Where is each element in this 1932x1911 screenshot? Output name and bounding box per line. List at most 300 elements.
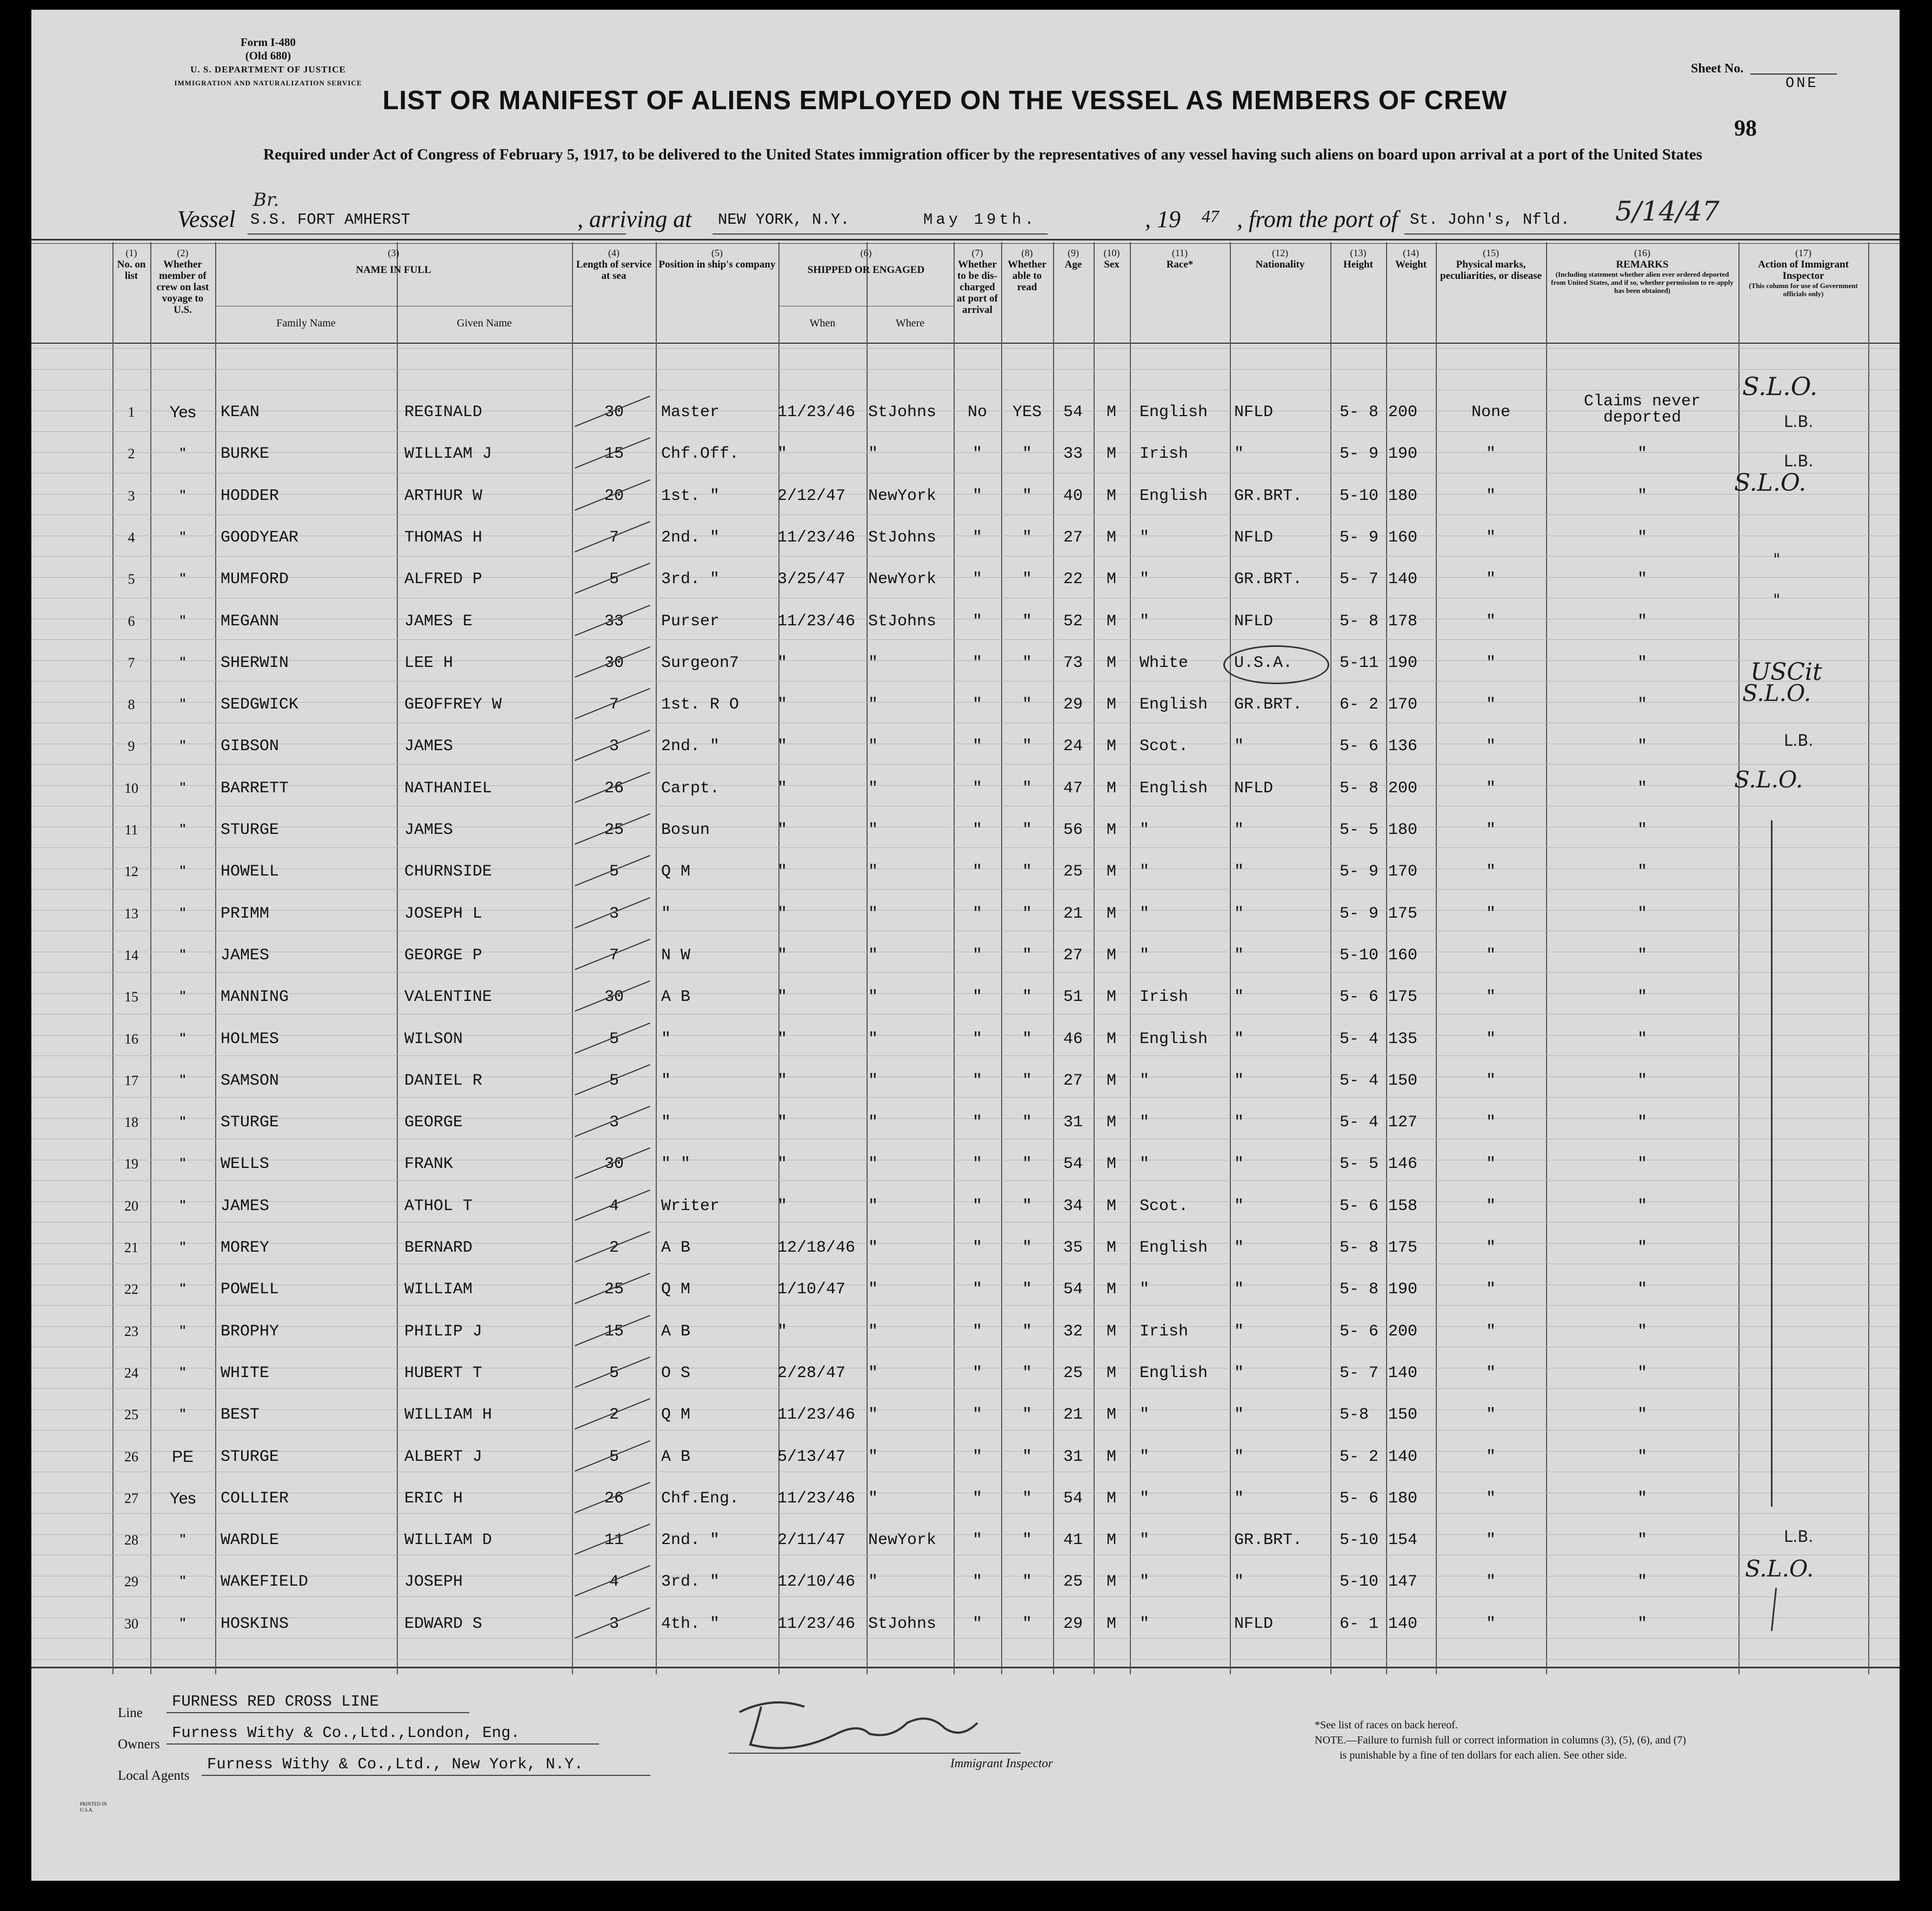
column-divider [867,306,868,1667]
cell-read: " [1022,1406,1032,1425]
cell-race: " [1140,1531,1150,1550]
cell-marks: " [1485,1280,1496,1299]
cell-service: 7 [609,946,619,965]
cell-sex: M [1106,1030,1116,1048]
cell-when: " [777,1322,788,1341]
cell-crew: " [179,1322,186,1340]
cell-where: NewYork [868,570,937,589]
inspector-mark-7: USCit [1750,658,1822,686]
cell-read: " [1022,612,1032,631]
cell-height: 5-10 [1340,1573,1379,1592]
vessel-info-line [177,189,1900,238]
cell-race: " [1140,904,1150,923]
ruled-line [31,1513,1900,1514]
cell-marks: " [1485,779,1496,798]
cell-where: StJohns [868,403,937,422]
cell-family: STURGE [221,821,279,839]
arrival-port: NEW YORK, N.Y. [718,211,850,229]
cell-weight: 180 [1388,821,1418,839]
cell-discharged: " [972,737,982,756]
cell-position: Q M [661,863,691,881]
cell-read: " [1022,946,1032,965]
cell-read: " [1022,570,1032,589]
cell-nationality: GR.BRT. [1234,570,1303,589]
cell-position: " [661,904,671,923]
cell-family: SEDGWICK [221,696,299,714]
service-name: IMMIGRATION AND NATURALIZATION SERVICE [174,79,362,87]
vessel-label: Vessel [177,206,236,232]
column-header [1003,248,1051,293]
cell-family: HOSKINS [221,1614,289,1633]
cell-given: ERIC H [404,1489,463,1508]
column-header-text: Height [1343,259,1373,270]
inspector-mark-6: " [1773,591,1781,609]
cell-sex: M [1106,1489,1116,1508]
cell-no: 10 [124,780,138,796]
cell-when: 11/23/46 [777,1406,856,1425]
cell-age: 34 [1063,1197,1083,1215]
cell-height: 5- 8 [1340,1280,1379,1299]
cell-read: " [1022,1489,1032,1508]
cell-position: 2nd. " [661,528,720,547]
column-header-text: Age [1064,259,1082,270]
cell-age: 25 [1063,1573,1083,1592]
cell-no: 16 [124,1031,138,1047]
cell-nationality: U.S.A. [1234,653,1293,672]
form-identifier [171,36,365,90]
cell-sex: M [1106,1197,1116,1215]
cell-sex: M [1106,1113,1116,1132]
cell-crew: " [179,1573,186,1591]
cell-nationality: " [1234,1447,1244,1466]
cell-remarks: " [1637,946,1647,965]
vessel-underline [248,233,626,235]
cell-marks: " [1485,1322,1496,1341]
cell-weight: 158 [1388,1197,1418,1215]
cell-service: 7 [609,528,619,547]
cell-race: " [1140,863,1150,881]
cell-where: " [868,988,878,1007]
cell-given: ALBERT J [404,1447,483,1466]
column-header [1132,248,1228,270]
cell-remarks: " [1637,1071,1647,1090]
cell-service: 5 [609,1447,619,1466]
cell-crew: " [179,1113,186,1132]
cell-where: " [868,1155,878,1174]
cell-family: COLLIER [221,1489,289,1508]
cell-where: " [868,1030,878,1048]
cell-position: 2nd. " [661,737,720,756]
column-header [781,248,951,276]
cell-remarks: Claims never deported [1583,392,1701,427]
cell-no: 6 [128,613,135,629]
cell-marks: " [1485,612,1496,631]
cell-position: Master [661,403,720,422]
cell-weight: 200 [1388,779,1418,798]
cell-crew: Yes [169,403,196,421]
cell-where: StJohns [868,1614,937,1633]
cell-service: 5 [609,863,619,881]
cell-given: THOMAS H [404,528,483,547]
cell-remarks: " [1637,1447,1647,1466]
cell-discharged: " [972,946,982,965]
line-label: Line [118,1706,143,1720]
cell-race: " [1140,1447,1150,1466]
cell-race: " [1140,1155,1150,1174]
cell-no: 11 [124,822,138,838]
cell-discharged: " [972,1071,982,1090]
cell-family: MEGANN [221,612,279,631]
cell-remarks: " [1637,653,1647,672]
handwritten-date: 5/14/47 [1615,196,1720,227]
column-header-number: (10) [1103,248,1120,258]
ruled-line [31,1305,1900,1306]
cell-discharged: No [967,403,987,422]
cell-no: 12 [124,864,138,880]
cell-where: " [868,904,878,923]
inspector-mark-9: L.B. [1784,731,1814,750]
cell-weight: 190 [1388,653,1418,672]
cell-service: 5 [609,1071,619,1090]
arriving-label: , arriving at [577,206,692,232]
cell-weight: 136 [1388,737,1418,756]
form-number: Form I-480 [240,36,296,49]
cell-when: " [777,904,788,923]
arrival-year: 47 [1202,206,1219,226]
cell-family: HOWELL [221,863,279,881]
cell-position: 4th. " [661,1614,720,1633]
cell-sex: M [1106,1155,1116,1174]
cell-position: Q M [661,1406,691,1425]
cell-discharged: " [972,528,982,547]
cell-service: 3 [609,1614,619,1633]
cell-age: 56 [1063,821,1083,839]
cell-nationality: " [1234,946,1244,965]
column-header-text: Weight [1395,259,1427,270]
cell-position: Surgeon7 [661,653,740,672]
year-label: , 19 [1145,206,1181,232]
cell-discharged: " [972,486,982,505]
cell-service: 2 [609,1406,619,1425]
ruled-line [31,972,1900,973]
cell-no: 17 [124,1072,138,1088]
cell-when: " [777,737,788,756]
column-divider [397,306,398,1667]
cell-read: " [1022,1239,1032,1257]
cell-nationality: GR.BRT. [1234,486,1303,505]
cell-position: " [661,1071,671,1090]
column-header-text: REMARKS [1616,259,1669,270]
cell-discharged: " [972,1447,982,1466]
cell-weight: 190 [1388,1280,1418,1299]
cell-age: 47 [1063,779,1083,798]
column-header [1232,248,1328,270]
cell-nationality: " [1234,904,1244,923]
cell-sex: M [1106,528,1116,547]
cell-marks: " [1485,1489,1496,1508]
cell-given: DANIEL R [404,1071,483,1090]
cell-height: 5- 5 [1340,1155,1379,1174]
ruled-line [31,764,1900,765]
column-header-text: NAME IN FULL [356,264,431,276]
cell-weight: 135 [1388,1030,1418,1048]
cell-age: 54 [1063,1489,1083,1508]
cell-position: 2nd. " [661,1531,720,1550]
cell-crew: " [179,1280,186,1299]
cell-read: " [1022,1447,1032,1466]
cell-crew: " [179,696,186,714]
cell-nationality: " [1234,1197,1244,1215]
agents-underline [202,1775,650,1776]
cell-read: " [1022,1364,1032,1382]
cell-no: 8 [128,697,135,713]
cell-nationality: " [1234,1155,1244,1174]
ruled-line [31,1097,1900,1098]
cell-read: " [1022,653,1032,672]
cell-crew: PE [171,1447,194,1466]
ruled-line [31,1596,1900,1597]
cell-service: 15 [604,1322,624,1341]
inspector-mark-29: S.L.O. [1745,1555,1814,1582]
cell-sex: M [1106,779,1116,798]
column-header-number: (6) [860,248,872,258]
column-header-text: No. on list [117,259,146,282]
ruled-line [31,1055,1900,1056]
cell-no: 15 [124,989,138,1005]
agents-name: Furness Withy & Co.,Ltd., New York, N.Y. [207,1755,584,1773]
cell-nationality: " [1234,1113,1244,1132]
cell-marks: " [1485,445,1496,464]
column-divider [1386,242,1387,1674]
cell-given: WILLIAM J [404,445,492,464]
column-header-number: (17) [1795,248,1811,258]
cell-family: JAMES [221,1197,270,1215]
cell-sex: M [1106,1531,1116,1550]
cell-nationality: NFLD [1234,779,1274,798]
cell-where: " [868,1239,878,1257]
inspector-mark-8: S.L.O. [1742,680,1811,706]
cell-position: O S [661,1364,691,1382]
cell-sex: M [1106,904,1116,923]
cell-where: NewYork [868,1531,937,1550]
cell-no: 20 [124,1198,138,1214]
column-subheader: Where [895,317,925,329]
cell-where: " [868,946,878,965]
cell-height: 5- 7 [1340,1364,1379,1382]
cell-family: JAMES [221,946,270,965]
port-underline [1404,233,1900,235]
column-header-number: (1) [125,248,137,258]
cell-service: 7 [609,696,619,714]
cell-family: WELLS [221,1155,270,1174]
cell-height: 5- 4 [1340,1113,1379,1132]
cell-marks: " [1485,737,1496,756]
cell-no: 18 [124,1114,138,1131]
column-header-text: Nationality [1255,259,1305,270]
cell-sex: M [1106,1239,1116,1257]
cell-family: SAMSON [221,1071,279,1090]
cell-nationality: GR.BRT. [1234,696,1303,714]
cell-height: 5- 6 [1340,988,1379,1007]
cell-race: Irish [1140,1322,1189,1341]
cell-crew: " [179,1071,186,1090]
cell-crew: " [179,779,186,797]
ruled-line [31,1180,1900,1181]
cell-sex: M [1106,1614,1116,1633]
column-header-number: (11) [1171,248,1188,258]
cell-remarks: " [1637,1489,1647,1508]
cell-height: 5- 8 [1340,779,1379,798]
column-header [152,248,213,316]
cell-when: " [777,1030,788,1048]
manifest-title: LIST OR MANIFEST OF ALIENS EMPLOYED ON THE VESSEL AS MEMBERS OF CREW [382,86,1508,115]
cell-where: " [868,696,878,714]
column-divider [1230,242,1231,1674]
cell-sex: M [1106,570,1116,589]
cell-sex: M [1106,445,1116,464]
cell-height: 5- 8 [1340,403,1379,422]
inspector-mark-1: S.L.O. [1742,372,1818,401]
column-header-number: (4) [608,248,619,258]
cell-given: REGINALD [404,403,483,422]
cell-sex: M [1106,863,1116,881]
cell-weight: 154 [1388,1531,1418,1550]
cell-where: StJohns [868,612,937,631]
form-old-number: (Old 680) [245,49,291,62]
cell-marks: " [1485,946,1496,965]
cell-remarks: " [1637,863,1647,881]
cell-remarks: " [1637,779,1647,798]
cell-no: 3 [128,487,135,504]
cell-remarks: " [1637,1280,1647,1299]
cell-crew: " [179,1197,186,1215]
cell-given: ALFRED P [404,570,483,589]
cell-family: MUMFORD [221,570,289,589]
column-divider [1546,242,1547,1674]
penalty-note: NOTE.—Failure to furnish full or correct information in columns (3), (5), (6), and (7) [1315,1734,1687,1746]
cell-no: 7 [128,654,135,671]
cell-weight: 190 [1388,445,1418,464]
cell-sex: M [1106,1364,1116,1382]
cell-no: 25 [124,1407,138,1423]
cell-remarks: " [1637,1197,1647,1215]
cell-no: 30 [124,1615,138,1632]
cell-age: 54 [1063,403,1083,422]
cell-discharged: " [972,1322,982,1341]
cell-race: English [1140,696,1208,714]
cell-nationality: " [1234,1280,1244,1299]
cell-given: LEE H [404,653,454,672]
cell-remarks: " [1637,1614,1647,1633]
cell-age: 46 [1063,1030,1083,1048]
cell-where: " [868,1071,878,1090]
cell-position: A B [661,1239,691,1257]
cell-remarks: " [1637,696,1647,714]
line-underline [166,1712,469,1713]
cell-weight: 140 [1388,570,1418,589]
cell-race: English [1140,1239,1208,1257]
column-subheader: When [809,317,836,329]
cell-crew: Yes [169,1489,196,1507]
cell-when: " [777,696,788,714]
cell-race: English [1140,486,1208,505]
cell-family: KEAN [221,403,260,422]
cell-when: 3/25/47 [777,570,846,589]
cell-crew: " [179,612,186,630]
cell-nationality: " [1234,863,1244,881]
cell-family: BURKE [221,445,270,464]
cell-when: 1/10/47 [777,1280,846,1299]
agents-label: Local Agents [118,1768,190,1783]
cell-crew: " [179,1364,186,1382]
cell-height: 5- 6 [1340,737,1379,756]
column-header-number: (14) [1403,248,1419,258]
cell-no: 26 [124,1448,138,1465]
arrival-underline [712,233,1048,235]
cell-height: 5- 4 [1340,1030,1379,1048]
cell-position: A B [661,988,691,1007]
inspector-mark-4: S.L.O. [1734,469,1807,497]
cell-given: JAMES E [404,612,473,631]
header-bottom-rule [31,343,1900,344]
cell-crew: " [179,863,186,881]
cell-position: Chf.Eng. [661,1489,740,1508]
cell-no: 19 [124,1156,138,1172]
cell-sex: M [1106,737,1116,756]
cell-read: " [1022,821,1032,839]
cell-age: 27 [1063,1071,1083,1090]
cell-nationality: " [1234,988,1244,1007]
cell-marks: " [1485,1406,1496,1425]
cell-height: 5- 6 [1340,1489,1379,1508]
cell-sex: M [1106,988,1116,1007]
column-header-text: Position in ship's company [658,259,776,270]
cell-age: 32 [1063,1322,1083,1341]
cell-when: 2/28/47 [777,1364,846,1382]
cell-height: 5- 8 [1340,612,1379,631]
cell-height: 5- 2 [1340,1447,1379,1466]
cell-no: 4 [128,529,135,545]
cell-age: 29 [1063,696,1083,714]
cell-nationality: NFLD [1234,528,1274,547]
cell-marks: None [1471,403,1510,422]
cell-marks: " [1485,1573,1496,1592]
cell-service: 25 [604,1280,624,1299]
cell-position: Chf.Off. [661,445,740,464]
cell-marks: " [1485,696,1496,714]
cell-position: 1st. " [661,486,720,505]
cell-no: 1 [128,404,135,420]
cell-weight: 160 [1388,946,1418,965]
cell-family: SHERWIN [221,653,289,672]
column-header-number: (15) [1483,248,1499,258]
cell-service: 3 [609,904,619,923]
inspector-tick-mark [1771,1588,1777,1631]
cell-height: 5- 8 [1340,1239,1379,1257]
column-header-number: (9) [1068,248,1079,258]
cell-no: 13 [124,905,138,921]
cell-family: POWELL [221,1280,279,1299]
cell-nationality: " [1234,1071,1244,1090]
cell-no: 2 [128,446,135,462]
cell-marks: " [1485,1071,1496,1090]
cell-when: 12/18/46 [777,1239,856,1257]
column-header [217,248,570,276]
cell-crew: " [179,570,186,589]
cell-family: WHITE [221,1364,270,1382]
cell-height: 6- 1 [1340,1614,1379,1633]
cell-when: " [777,653,788,672]
